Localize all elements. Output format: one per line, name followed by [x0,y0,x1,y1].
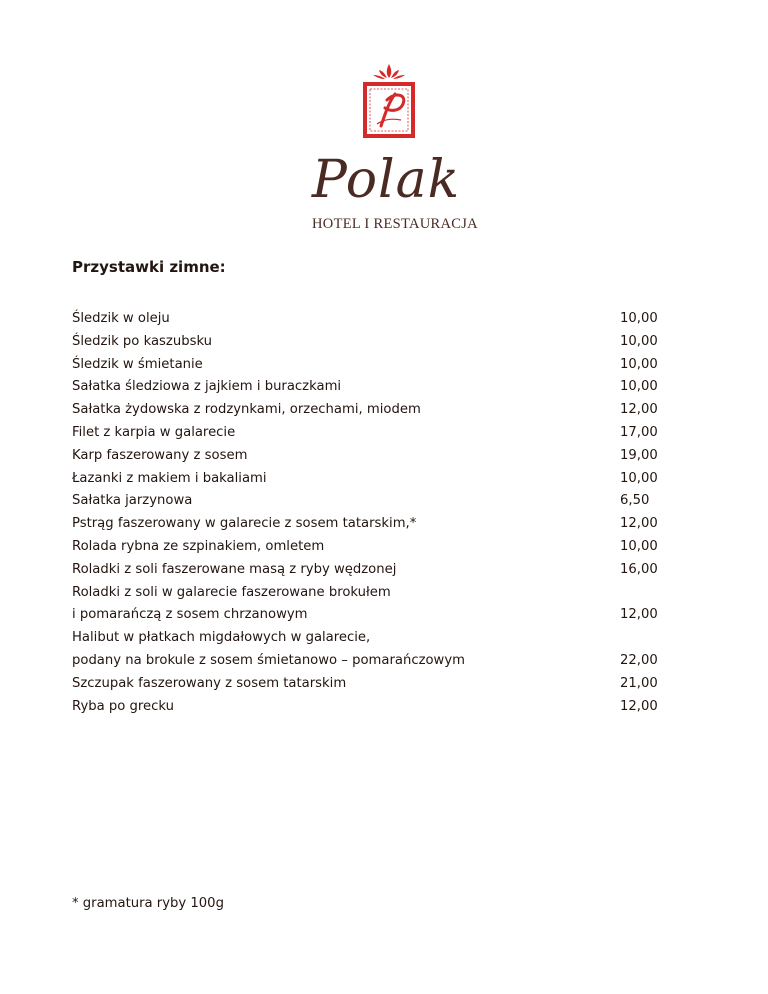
menu-item-name: Filet z karpia w galarecie [72,424,236,440]
menu-item-name: Sałatka żydowska z rodzynkami, orzechami, miodem [72,402,421,418]
footnote: * gramatura ryby 100g [72,896,224,911]
menu-item-price: 21,00 [620,675,658,691]
menu-item [72,696,672,719]
menu-item-name: Roladki z soli faszerowane masą z ryby wędzonej [72,561,397,577]
menu-item-name: i pomarańczą z sosem chrzanowym [72,607,308,623]
menu-item [72,422,672,445]
menu-item-name: Sałatka śledziowa z jajkiem i buraczkami [72,379,342,395]
menu-item-price: 12,00 [620,516,658,532]
logo-tagline: HOTEL I RESTAURACJA [312,216,478,232]
menu-item-price: 10,00 [620,333,658,349]
menu-item-name: Rolada rybna ze szpinakiem, omletem [72,538,325,554]
menu-item [72,308,672,331]
menu-item [72,559,672,582]
menu-item-name: Karp faszerowany z sosem [72,447,248,463]
menu-item [72,490,672,513]
menu-item-name: Pstrąg faszerowany w galarecie z sosem tatarskim,* [72,516,417,532]
menu-item-price: 10,00 [620,379,658,395]
menu-item-price: 12,00 [620,607,658,623]
menu-item-price: 10,00 [620,470,658,486]
menu-item [72,445,672,468]
menu-item [72,468,672,491]
menu-item-name: Śledzik po kaszubsku [72,333,213,349]
menu-item-name: podany na brokule z sosem śmietanowo – pomarańczowym [72,652,465,668]
menu-item-price: 12,00 [620,402,658,418]
logo-emblem-icon [361,62,417,142]
menu-item-price: 10,00 [620,356,658,372]
menu-list [72,308,672,718]
menu-item-price: 10,00 [620,311,658,326]
hotel-logo [288,62,484,238]
menu-item-name: Sałatka jarzynowa [72,493,193,509]
menu-item-name: Ryba po grecku [72,698,174,714]
menu-item-price: 19,00 [620,447,658,463]
menu-item-price: 16,00 [620,561,658,577]
menu-item-name: Łazanki z makiem i bakaliami [72,470,267,486]
menu-item-name: Śledzik w śmietanie [72,356,203,372]
menu-item [72,536,672,559]
menu-item-price: 17,00 [620,424,658,440]
menu-item [72,650,672,673]
menu-item-name: Halibut w płatkach migdałowych w galarecie, [72,630,371,646]
menu-item [72,376,672,399]
menu-item [72,673,672,696]
menu-item-price: 10,00 [620,538,658,554]
section-title: Przystawki zimne: [72,258,226,276]
menu-item-name: Roladki z soli w galarecie faszerowane brokułem [72,584,391,600]
menu-item [72,582,672,605]
menu-item-name: Śledzik w oleju [72,311,170,326]
menu-item-price: 22,00 [620,652,658,668]
menu-item [72,627,672,650]
menu-item [72,354,672,377]
menu-item-name: Szczupak faszerowany z sosem tatarskim [72,675,347,691]
logo-wordmark: Polak [311,150,461,210]
menu-item [72,399,672,422]
menu-item [72,513,672,536]
menu-item-price: 12,00 [620,698,658,714]
menu-item-price: 6,50 [620,493,650,509]
menu-item [72,331,672,354]
menu-item [72,604,672,627]
